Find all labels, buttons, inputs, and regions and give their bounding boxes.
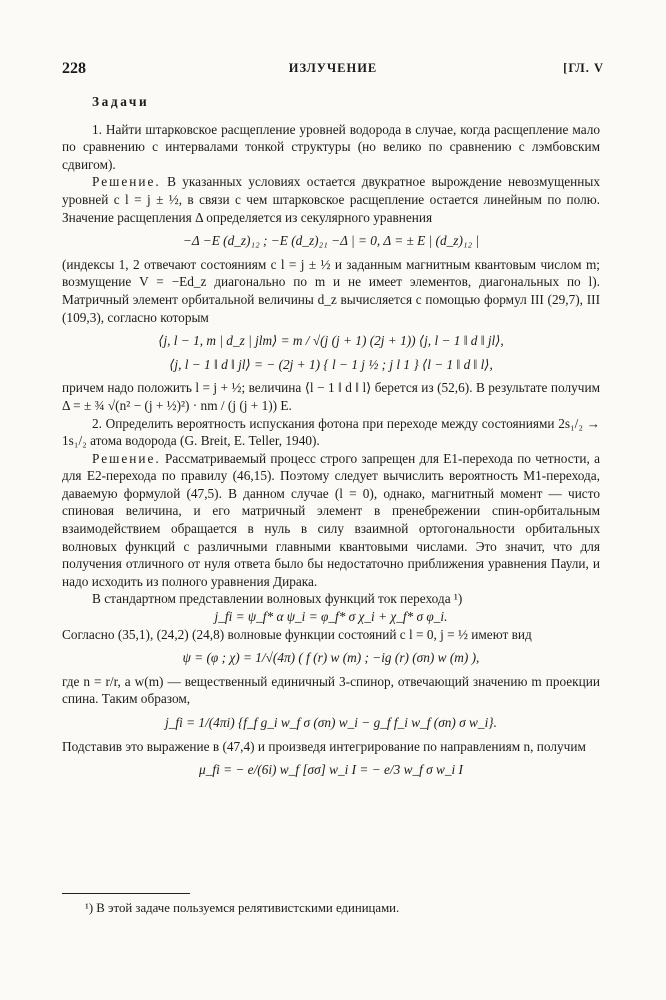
problem-1-para-3: причем надо положить l = j + ½; величина ⟨l − 1 ‖ d ‖ l⟩ берется из (52,6). В результате получим Δ = ± ¾ √(n² − (j + ½)²) · nm / (j (j + 1)) E. — [62, 380, 600, 413]
problem-2-para-4: где n = r/r, а w(m) — вещественный единичный 3-спинор, отвечающий значению m проекции спина. Таким образом, — [62, 673, 600, 707]
equation-jfi: j_fi = 1/(4πi) {f_f g_i w_f σ (σn) w_i − g_f f_i w_f (σn) σ w_i}. — [165, 715, 497, 730]
equation-current: j_fi = ψ_f* α ψ_i = φ_f* σ χ_i + χ_f* σ φ_i. — [214, 609, 448, 625]
solution-label: Решение. — [92, 174, 161, 190]
problem-2-para-1: Рассматриваемый процесс строго запрещен для E1-перехода по четности, а для E2-перехода по правилу (46,15). Поэтому следует вычислить вероятность M1-перехода, даваемую формулой (47,5). В данном случае (l = 0), однако, магнитный момент — чисто спиновая величина, и его матричный элемент в пренебрежении спин-орбитальным взаимодействием обращается в нуль в силу взаимной ортогональности орбитальных волновых функций с различными главными квантовыми числами. Это значит, что для получения отличного от нуля ответа было бы недостаточно приближения уравнения Паули, и надо исходить из полного уравнения Дирака. — [62, 450, 601, 589]
problem-2-para-5: Подставив это выражение в (47,4) и произведя интегрирование по направлениям n, получим — [62, 738, 586, 754]
problem-1-statement: 1. Найти штарковское расщепление уровней водорода в случае, когда расщепление мало по сравнению с интервалами тонкой структуры (но велико по сравнению с лэмбовским сдвигом). — [62, 121, 600, 172]
chapter-title: ИЗЛУЧЕНИЕ — [288, 61, 378, 75]
problem-1-para-1: В указанных условиях остается двукратное вырождение невозмущенных уровней с l = j ± ½, в связи с чем штарковское расщепление остается линейным по полю. Значение расщепления Δ определяется из секулярного уравнения — [62, 174, 600, 225]
equation-matrix-2: ⟨j, l − 1 ‖ d ‖ jl⟩ = − (2j + 1) { l − 1 j ½ ; j l 1 } ⟨l − 1 ‖ d ‖ l⟩, — [169, 356, 493, 372]
section-title: Задачи — [92, 94, 150, 109]
problem-1-solution — [62, 173, 600, 226]
problem-2-para-3: Согласно (35,1), (24,2) (24,8) волновые функции состояний с l = 0, j = ½ имеют вид — [62, 626, 532, 642]
problem-1-para-2: (индексы 1, 2 отвечают состояниям с l = j ± ½ и заданным магнитным квантовым числом m; возмущение V = −Ed_z диагонально по m и не имеет элементов, диагональных по l). Матричный элемент орбитальной величины d_z вычисляется с помощью формул III (29,7), III (109,3), согласно которым — [62, 256, 600, 325]
chapter-ref: [ГЛ. V — [563, 61, 604, 75]
equation-matrix-1: ⟨j, l − 1, m | d_z | jlm⟩ = m / √(j (j + 1) (2j + 1)) ⟨j, l − 1 ‖ d ‖ jl⟩, — [158, 333, 504, 349]
page-number: 228 — [62, 60, 86, 77]
footnote-rule — [62, 893, 190, 894]
equation-secular: −Δ −E (d_z)₁₂ ; −E (d_z)₂₁ −Δ | = 0, Δ = ± E | (d_z)₁₂ | — [182, 233, 480, 249]
equation-psi: ψ = (φ ; χ) = 1/√(4π) ( f (r) w (m) ; −ig (r) (σn) w (m) ), — [182, 650, 480, 666]
solution-label: Решение. — [92, 450, 161, 466]
running-header — [62, 60, 604, 82]
page-body — [62, 93, 600, 785]
footnote: ¹) В этой задаче пользуемся релятивистскими единицами. — [85, 901, 400, 915]
equation-mu: μ_fi = − e/(6i) w_f [σσ] w_i I = − e/3 w_f σ w_i I — [199, 762, 463, 778]
problem-2-statement: 2. Определить вероятность испускания фотона при переходе между состояниями 2s₁/₂ → 1s₁/₂ атома водорода (G. Breit, E. Teller, 1940). — [62, 415, 600, 449]
problem-2-solution — [62, 450, 600, 591]
problem-2-para-2: В стандартном представлении волновых функций ток перехода ¹) — [92, 591, 463, 607]
